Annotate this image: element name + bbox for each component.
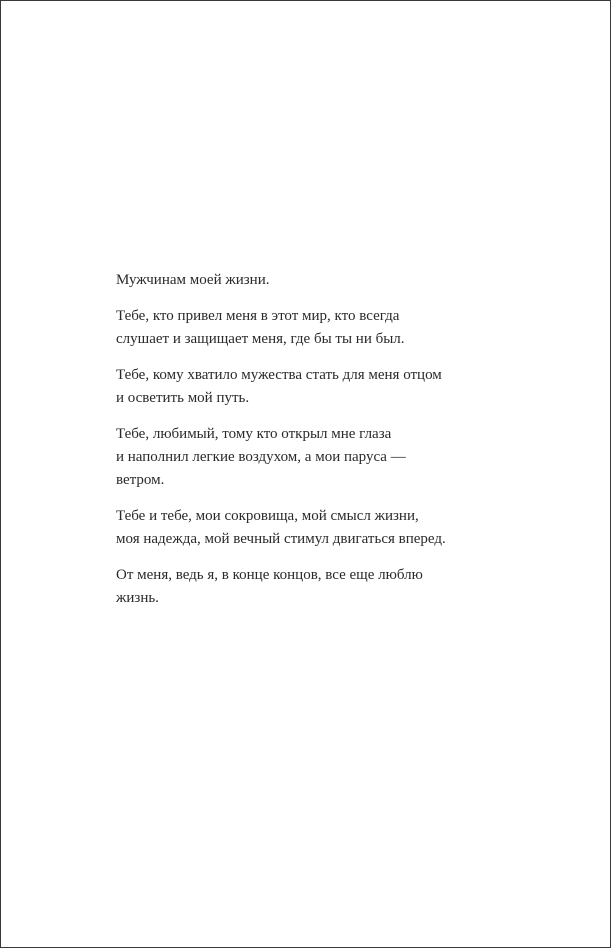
text-line: жизнь. [116,590,159,606]
dedication-paragraph-3 [116,364,516,410]
text-line: слушает и защищает меня, где бы ты ни был. [116,331,405,347]
text-line: Тебе, кому хватило мужества стать для меня отцом [116,367,442,383]
dedication-paragraph-5 [116,505,516,551]
dedication-paragraph-4 [116,423,516,492]
text-line: Тебе, кто привел меня в этот мир, кто всегда [116,308,400,324]
dedication-paragraph-2 [116,305,516,351]
text-line: От меня, ведь я, в конце концов, все еще люблю [116,567,423,583]
dedication-paragraph-6 [116,564,516,610]
text-line: Мужчинам моей жизни. [116,272,270,288]
text-line: ветром. [116,472,165,488]
text-line: и наполнил легкие воздухом, а мои паруса — [116,449,406,465]
dedication-paragraph-1 [116,269,516,292]
text-line: Тебе, любимый, тому кто открыл мне глаза [116,426,392,442]
dedication-text [116,269,516,623]
text-line: и осветить мой путь. [116,390,250,406]
text-line: моя надежда, мой вечный стимул двигаться вперед. [116,531,446,547]
text-line: Тебе и тебе, мои сокровища, мой смысл жизни, [116,508,419,524]
